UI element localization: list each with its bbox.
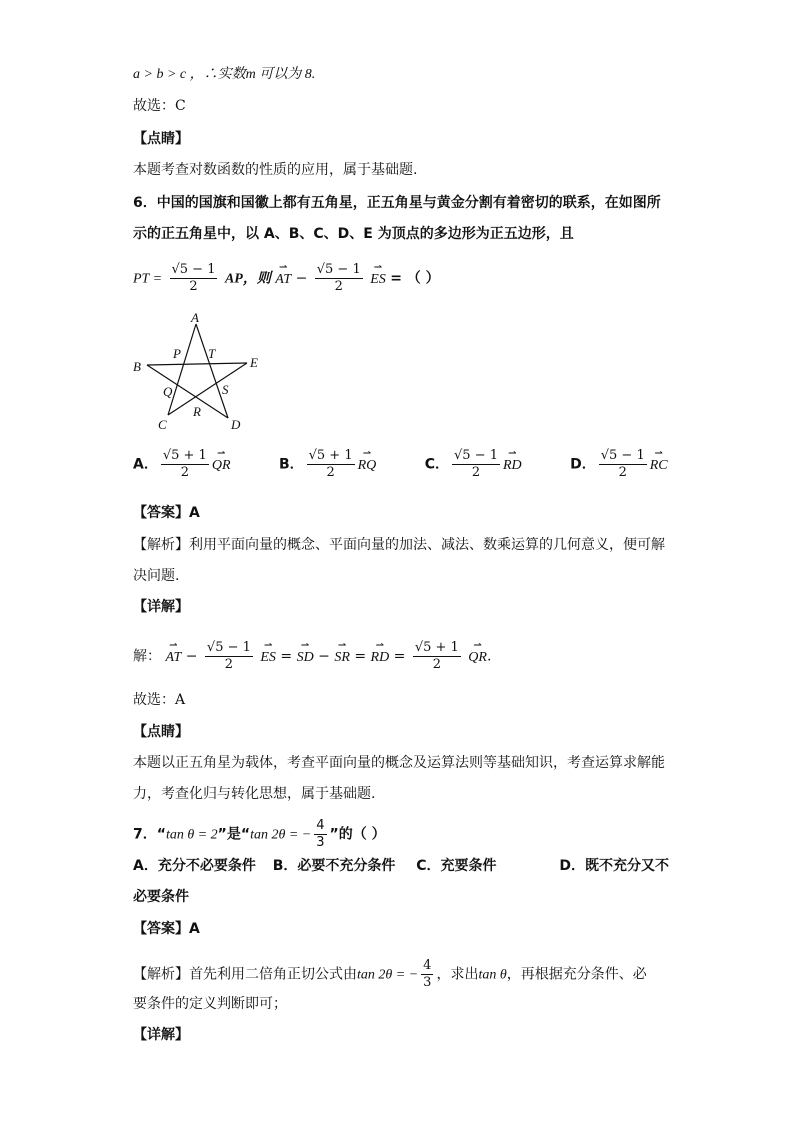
option-label: A．	[133, 456, 158, 473]
question-text: 6．中国的国旗和国徽上都有五角星，正五角星与黄金分割有着密切的联系，在如图所	[133, 195, 661, 211]
question-6-line-2	[133, 224, 574, 244]
fraction-numerator: √5 + 1	[308, 448, 353, 463]
fraction-numerator: 4	[423, 958, 432, 973]
option-d-continuation: 必要条件	[133, 889, 189, 905]
vertex-label-E: E	[250, 355, 258, 370]
option-label: D．	[570, 456, 596, 473]
fraction	[307, 448, 355, 481]
fraction-denominator: 2	[189, 279, 198, 294]
answer-blank: = （ ）	[390, 270, 440, 287]
vector-SD: ⇀ SD	[297, 648, 314, 668]
question-7-options	[133, 856, 669, 876]
fraction	[413, 640, 461, 673]
star-edge	[147, 365, 228, 418]
fraction	[315, 262, 363, 295]
question-6-line-1	[133, 193, 661, 213]
point-label-Q: Q	[163, 384, 173, 399]
question-text: ”是“	[217, 826, 251, 843]
fraction	[205, 640, 253, 673]
fraction-numerator: √5 + 1	[162, 448, 207, 463]
fraction-denominator: 2	[326, 465, 335, 480]
analysis-text: 要条件的定义判断即可；	[133, 996, 287, 1012]
analysis-text: ，再根据充分条件、必	[506, 966, 647, 983]
section-heading	[133, 597, 189, 617]
point-label-S: S	[222, 382, 229, 397]
paragraph-line	[133, 784, 375, 804]
option-d[interactable]	[570, 448, 668, 481]
line-content: a > b > c ，∴实数m 可以为 8.	[133, 67, 316, 82]
vector-ES: ⇀ ES	[260, 648, 276, 668]
analysis-text: 【解析】利用平面向量的概念、平面向量的加法、减法、数乘运算的几何意义，便可解	[133, 537, 665, 553]
paragraph-line	[133, 753, 665, 773]
math-expression: tan 2θ = −	[357, 967, 419, 983]
option-c[interactable]	[425, 448, 522, 481]
point-label-T: T	[208, 346, 216, 361]
fraction-denominator: 2	[180, 465, 189, 480]
pentagram-figure	[133, 310, 273, 435]
fraction-denominator: 2	[471, 465, 481, 480]
question-7-options-cont	[133, 887, 189, 907]
fraction-numerator: √5 − 1	[600, 448, 645, 463]
fraction-denominator: 2	[432, 657, 441, 672]
text-line	[133, 96, 186, 116]
math-expression: tan θ	[478, 967, 507, 983]
answer-line	[133, 919, 200, 939]
fraction-numerator: √5 − 1	[316, 262, 361, 277]
paragraph-text: 本题考查对数函数的性质的应用，属于基础题.	[133, 162, 418, 178]
analysis-text: 决问题.	[133, 568, 180, 584]
section-heading	[133, 1025, 189, 1045]
vector-QR: ⇀ QR	[212, 456, 231, 476]
fraction-denominator: 3	[423, 975, 432, 990]
heading-text: 【点睛】	[133, 724, 189, 740]
solution-prefix: 解：	[133, 648, 161, 665]
option-a[interactable]	[133, 448, 231, 481]
text-line	[133, 64, 315, 85]
point-label-R: R	[193, 404, 201, 419]
question-6-options	[133, 448, 668, 481]
section-heading	[133, 722, 189, 742]
option-label: C．	[424, 456, 450, 473]
fraction-numerator: √5 − 1	[171, 262, 216, 277]
option-label: B．	[278, 456, 304, 473]
vertex-label-D: D	[231, 417, 241, 432]
fraction	[170, 262, 218, 295]
answer-text: 【答案】A	[133, 921, 200, 937]
option-d[interactable]: D．既不充分又不	[559, 858, 670, 874]
question-text: ”的（ ）	[329, 826, 386, 843]
solution-formula: 解： ⇀ AT − $\frac{√5 - 1}{2}$ ⇀ ES = ⇀ SD − ⇀ SR = ⇀ RD = $\frac{√5 + 1}{2}$ ⇀ QR.	[133, 640, 491, 673]
text-line	[133, 160, 417, 180]
formula-lhs: PT =	[133, 271, 163, 287]
paragraph-text: 力，考查化归与转化思想，属于基础题.	[133, 786, 376, 802]
vector-RC: ⇀ RC	[650, 456, 668, 476]
answer-choice: 故选：A	[133, 692, 186, 708]
star-edge	[168, 363, 247, 415]
section-heading	[133, 129, 189, 149]
fraction-numerator: 4	[316, 818, 325, 833]
analysis-line	[133, 535, 665, 555]
vector-SR: ⇀ SR	[334, 648, 350, 668]
vector-AT: ⇀ AT	[275, 270, 291, 290]
fraction-numerator: √5 − 1	[206, 640, 251, 655]
analysis-text: 【解析】首先利用二倍角正切公式由	[133, 966, 357, 983]
answer-line	[133, 503, 200, 523]
analysis-line	[133, 958, 647, 991]
star-edge	[147, 363, 247, 365]
fraction	[161, 448, 209, 481]
option-b[interactable]: B．必要不充分条件	[272, 858, 396, 874]
vertex-label-B: B	[133, 359, 141, 374]
vertex-label-C: C	[158, 417, 167, 432]
text-line	[133, 690, 185, 710]
fraction	[599, 448, 647, 481]
option-b[interactable]	[279, 448, 376, 481]
fraction-denominator: 2	[334, 279, 343, 294]
vector-RD: ⇀ RD	[371, 648, 390, 668]
fraction	[421, 958, 433, 991]
fraction	[314, 818, 326, 851]
heading-text: 【详解】	[133, 599, 189, 615]
vector-RD: ⇀ RD	[503, 456, 522, 476]
paragraph-text: 本题以正五角星为载体，考查平面向量的概念及运算法则等基础知识，考查运算求解能	[133, 755, 665, 771]
question-6-formula: PT = $\frac{√5 - 1}{2}$ AP，则 ⇀ AT − $\frac{√5 - 1}{2}$ ⇀ ES = （ ）	[133, 262, 440, 295]
vector-QR: ⇀ QR	[468, 648, 487, 668]
option-c[interactable]: C．充要条件	[416, 858, 497, 874]
heading-text: 【点睛】	[133, 131, 189, 147]
answer-choice: 故选：C	[133, 98, 186, 114]
option-a[interactable]: A．充分不必要条件	[133, 858, 256, 874]
fraction-numerator: √5 + 1	[414, 640, 459, 655]
vector-ES: ⇀ ES	[370, 270, 386, 290]
math-expression: tan 2θ = −	[250, 827, 312, 843]
analysis-line	[133, 566, 179, 586]
analysis-text: ，求出	[436, 966, 479, 983]
analysis-line	[133, 994, 287, 1014]
formula-mid: AP，则	[224, 271, 271, 287]
point-label-P: P	[173, 346, 181, 361]
answer-text: 【答案】A	[133, 505, 200, 521]
fraction-denominator: 2	[224, 657, 234, 672]
vertex-label-A: A	[191, 310, 199, 325]
question-text: 示的正五角星中，以 A、B、C、D、E 为顶点的多边形为正五边形，且	[133, 226, 574, 242]
fraction-denominator: 3	[316, 835, 325, 850]
star-edge	[168, 324, 196, 415]
question-7-line	[133, 818, 386, 851]
question-text: 7．“	[133, 826, 166, 843]
vector-AT: ⇀ AT	[165, 648, 181, 668]
fraction-numerator: √5 − 1	[454, 448, 498, 463]
fraction	[452, 448, 500, 481]
math-expression: tan θ = 2	[165, 827, 218, 843]
vector-RQ: ⇀ RQ	[358, 456, 377, 476]
heading-text: 【详解】	[133, 1027, 189, 1043]
fraction-denominator: 2	[618, 465, 627, 480]
